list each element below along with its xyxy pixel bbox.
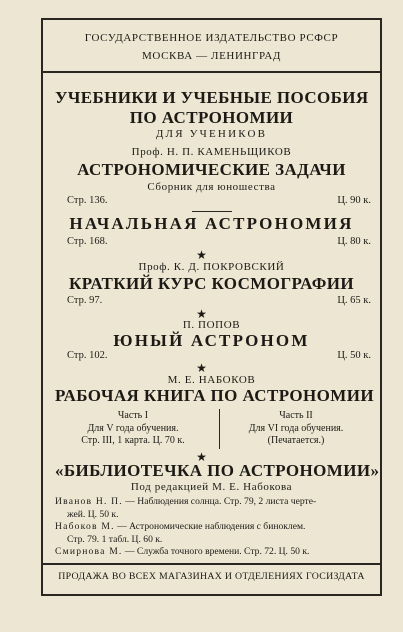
entry-price: Ц. 65 к. bbox=[337, 295, 371, 306]
book-desc: — Служба точного времени. Стр. 72. Ц. 50 к. bbox=[122, 546, 310, 557]
part-grade: Для V года обучения. bbox=[87, 422, 179, 434]
publisher-name: ГОСУДАРСТВЕННОЕ ИЗДАТЕЛЬСТВО РСФСР bbox=[84, 32, 339, 44]
footer-divider bbox=[41, 563, 382, 565]
star-separator: ★ bbox=[196, 248, 207, 262]
short-divider bbox=[192, 211, 232, 212]
entry-pages: Стр. 102. bbox=[67, 350, 108, 361]
star-separator: ★ bbox=[196, 361, 207, 375]
entry-author: П. ПОПОВ bbox=[182, 319, 241, 331]
part-grade: Для VI года обучения. bbox=[248, 422, 344, 434]
entry-pages: Стр. 97. bbox=[67, 295, 103, 306]
entry-author: М. Е. НАБОКОВ bbox=[167, 374, 256, 386]
entry-title: АСТРОНОМИЧЕСКИЕ ЗАДАЧИ bbox=[77, 160, 346, 179]
parts-divider bbox=[219, 409, 220, 449]
star-separator: ★ bbox=[196, 307, 207, 321]
entry-author: Проф. Н. П. КАМЕНЬЩИКОВ bbox=[131, 146, 292, 158]
book-author: Набоков М. bbox=[55, 521, 115, 532]
part-info: Стр. III, 1 карта. Ц. 70 к. bbox=[81, 435, 185, 446]
series-editor: Под редакцией М. Е. Набокова bbox=[130, 481, 293, 493]
series-book bbox=[55, 496, 373, 521]
entry-title: ЮНЫЙ АСТРОНОМ bbox=[113, 331, 310, 350]
entry-title: НАЧАЛЬНАЯ АСТРОНОМИЯ bbox=[69, 214, 354, 233]
entry-price: Ц. 90 к. bbox=[337, 195, 371, 206]
series-book bbox=[55, 521, 373, 546]
section-subtitle: ДЛЯ УЧЕНИКОВ bbox=[155, 128, 268, 140]
part-info: (Печатается.) bbox=[267, 435, 325, 446]
book-desc-cont: жей. Ц. 50 к. bbox=[67, 508, 119, 520]
section-title-line2: ПО АСТРОНОМИИ bbox=[129, 108, 294, 127]
part-one bbox=[63, 410, 203, 448]
book-author: Иванов Н. П. bbox=[55, 496, 123, 507]
publisher-cities: МОСКВА — ЛЕНИНГРАД bbox=[142, 50, 281, 62]
book-desc: — Астрономические наблюдения с биноклем. bbox=[114, 521, 306, 532]
entry-price: Ц. 50 к. bbox=[337, 350, 371, 361]
book-desc: — Наблюдения солнца. Стр. 79, 2 листа черте- bbox=[122, 496, 317, 507]
footer-text: ПРОДАЖА ВО ВСЕХ МАГАЗИНАХ И ОТДЕЛЕНИЯХ ГОСИЗДАТА bbox=[58, 571, 365, 582]
entry-author: Проф. К. Д. ПОКРОВСКИЙ bbox=[138, 261, 285, 273]
part-name: Часть I bbox=[117, 410, 149, 421]
entry-pages: Стр. 136. bbox=[67, 195, 108, 206]
entry-note: Сборник для юношества bbox=[147, 181, 276, 193]
section-title-line1: УЧЕБНИКИ И УЧЕБНЫЕ ПОСОБИЯ bbox=[55, 88, 369, 107]
entry-price: Ц. 80 к. bbox=[337, 236, 371, 247]
star-separator: ★ bbox=[196, 450, 207, 464]
series-title: «БИБЛИОТЕЧКА ПО АСТРОНОМИИ» bbox=[55, 461, 380, 480]
part-two bbox=[226, 410, 366, 448]
header-divider bbox=[41, 71, 382, 73]
entry-pages: Стр. 168. bbox=[67, 236, 108, 247]
part-name: Часть II bbox=[279, 410, 313, 421]
book-desc-cont: Стр. 79. 1 табл. Ц. 60 к. bbox=[67, 533, 163, 545]
entry-title: РАБОЧАЯ КНИГА ПО АСТРОНОМИИ bbox=[55, 386, 374, 405]
book-author: Смирнова М. bbox=[55, 546, 123, 557]
series-book bbox=[55, 546, 373, 559]
entry-title: КРАТКИЙ КУРС КОСМОГРАФИИ bbox=[68, 274, 355, 293]
